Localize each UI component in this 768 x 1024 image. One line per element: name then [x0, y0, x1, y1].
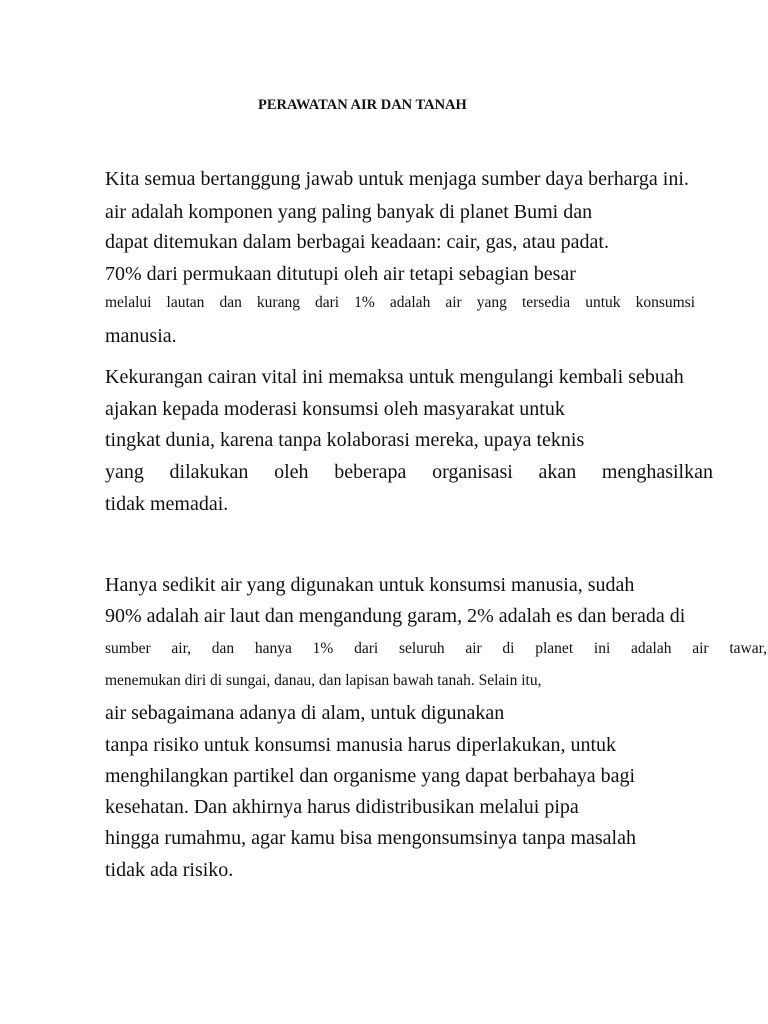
paragraph-1-line-5: melalui lautan dan kurang dari 1% adalah air yang tersedia untuk konsumsi [105, 294, 695, 311]
paragraph-1-line-6: manusia. [105, 325, 177, 347]
document-title: PERAWATAN AIR DAN TANAH [258, 97, 467, 113]
paragraph-3-line-5: air sebagaimana adanya di alam, untuk digunakan [105, 702, 505, 724]
paragraph-1-line-2: air adalah komponen yang paling banyak di planet Bumi dan [105, 201, 593, 223]
paragraph-3-line-7: menghilangkan partikel dan organisme yang dapat berbahaya bagi [105, 765, 635, 787]
paragraph-1-line-4: 70% dari permukaan ditutupi oleh air tetapi sebagian besar [105, 263, 576, 285]
paragraph-3-line-6: tanpa risiko untuk konsumsi manusia harus diperlakukan, untuk [105, 734, 617, 756]
paragraph-2-line-5: tidak memadai. [105, 493, 229, 515]
paragraph-3-line-3: sumber air, dan hanya 1% dari seluruh air di planet ini adalah air tawar, [105, 640, 767, 657]
paragraph-3-line-10: tidak ada risiko. [105, 859, 234, 881]
paragraph-2-line-4: yang dilakukan oleh beberapa organisasi akan menghasilkan [105, 461, 713, 483]
paragraph-1-line-1: Kita semua bertanggung jawab untuk menjaga sumber daya berharga ini. [105, 168, 689, 190]
paragraph-2-line-1: Kekurangan cairan vital ini memaksa untuk mengulangi kembali sebuah [105, 366, 684, 388]
paragraph-2-line-2: ajakan kepada moderasi konsumsi oleh masyarakat untuk [105, 398, 565, 420]
paragraph-2-line-3: tingkat dunia, karena tanpa kolaborasi mereka, upaya teknis [105, 429, 585, 451]
paragraph-3-line-9: hingga rumahmu, agar kamu bisa mengonsumsinya tanpa masalah [105, 827, 636, 849]
paragraph-3-line-4: menemukan diri di sungai, danau, dan lapisan bawah tanah. Selain itu, [105, 672, 542, 689]
paragraph-3-line-1: Hanya sedikit air yang digunakan untuk konsumsi manusia, sudah [105, 574, 635, 596]
paragraph-1-line-3: dapat ditemukan dalam berbagai keadaan: cair, gas, atau padat. [105, 231, 609, 253]
paragraph-3-line-2: 90% adalah air laut dan mengandung garam, 2% adalah es dan berada di [105, 605, 686, 627]
paragraph-3-line-8: kesehatan. Dan akhirnya harus didistribusikan melalui pipa [105, 796, 579, 818]
